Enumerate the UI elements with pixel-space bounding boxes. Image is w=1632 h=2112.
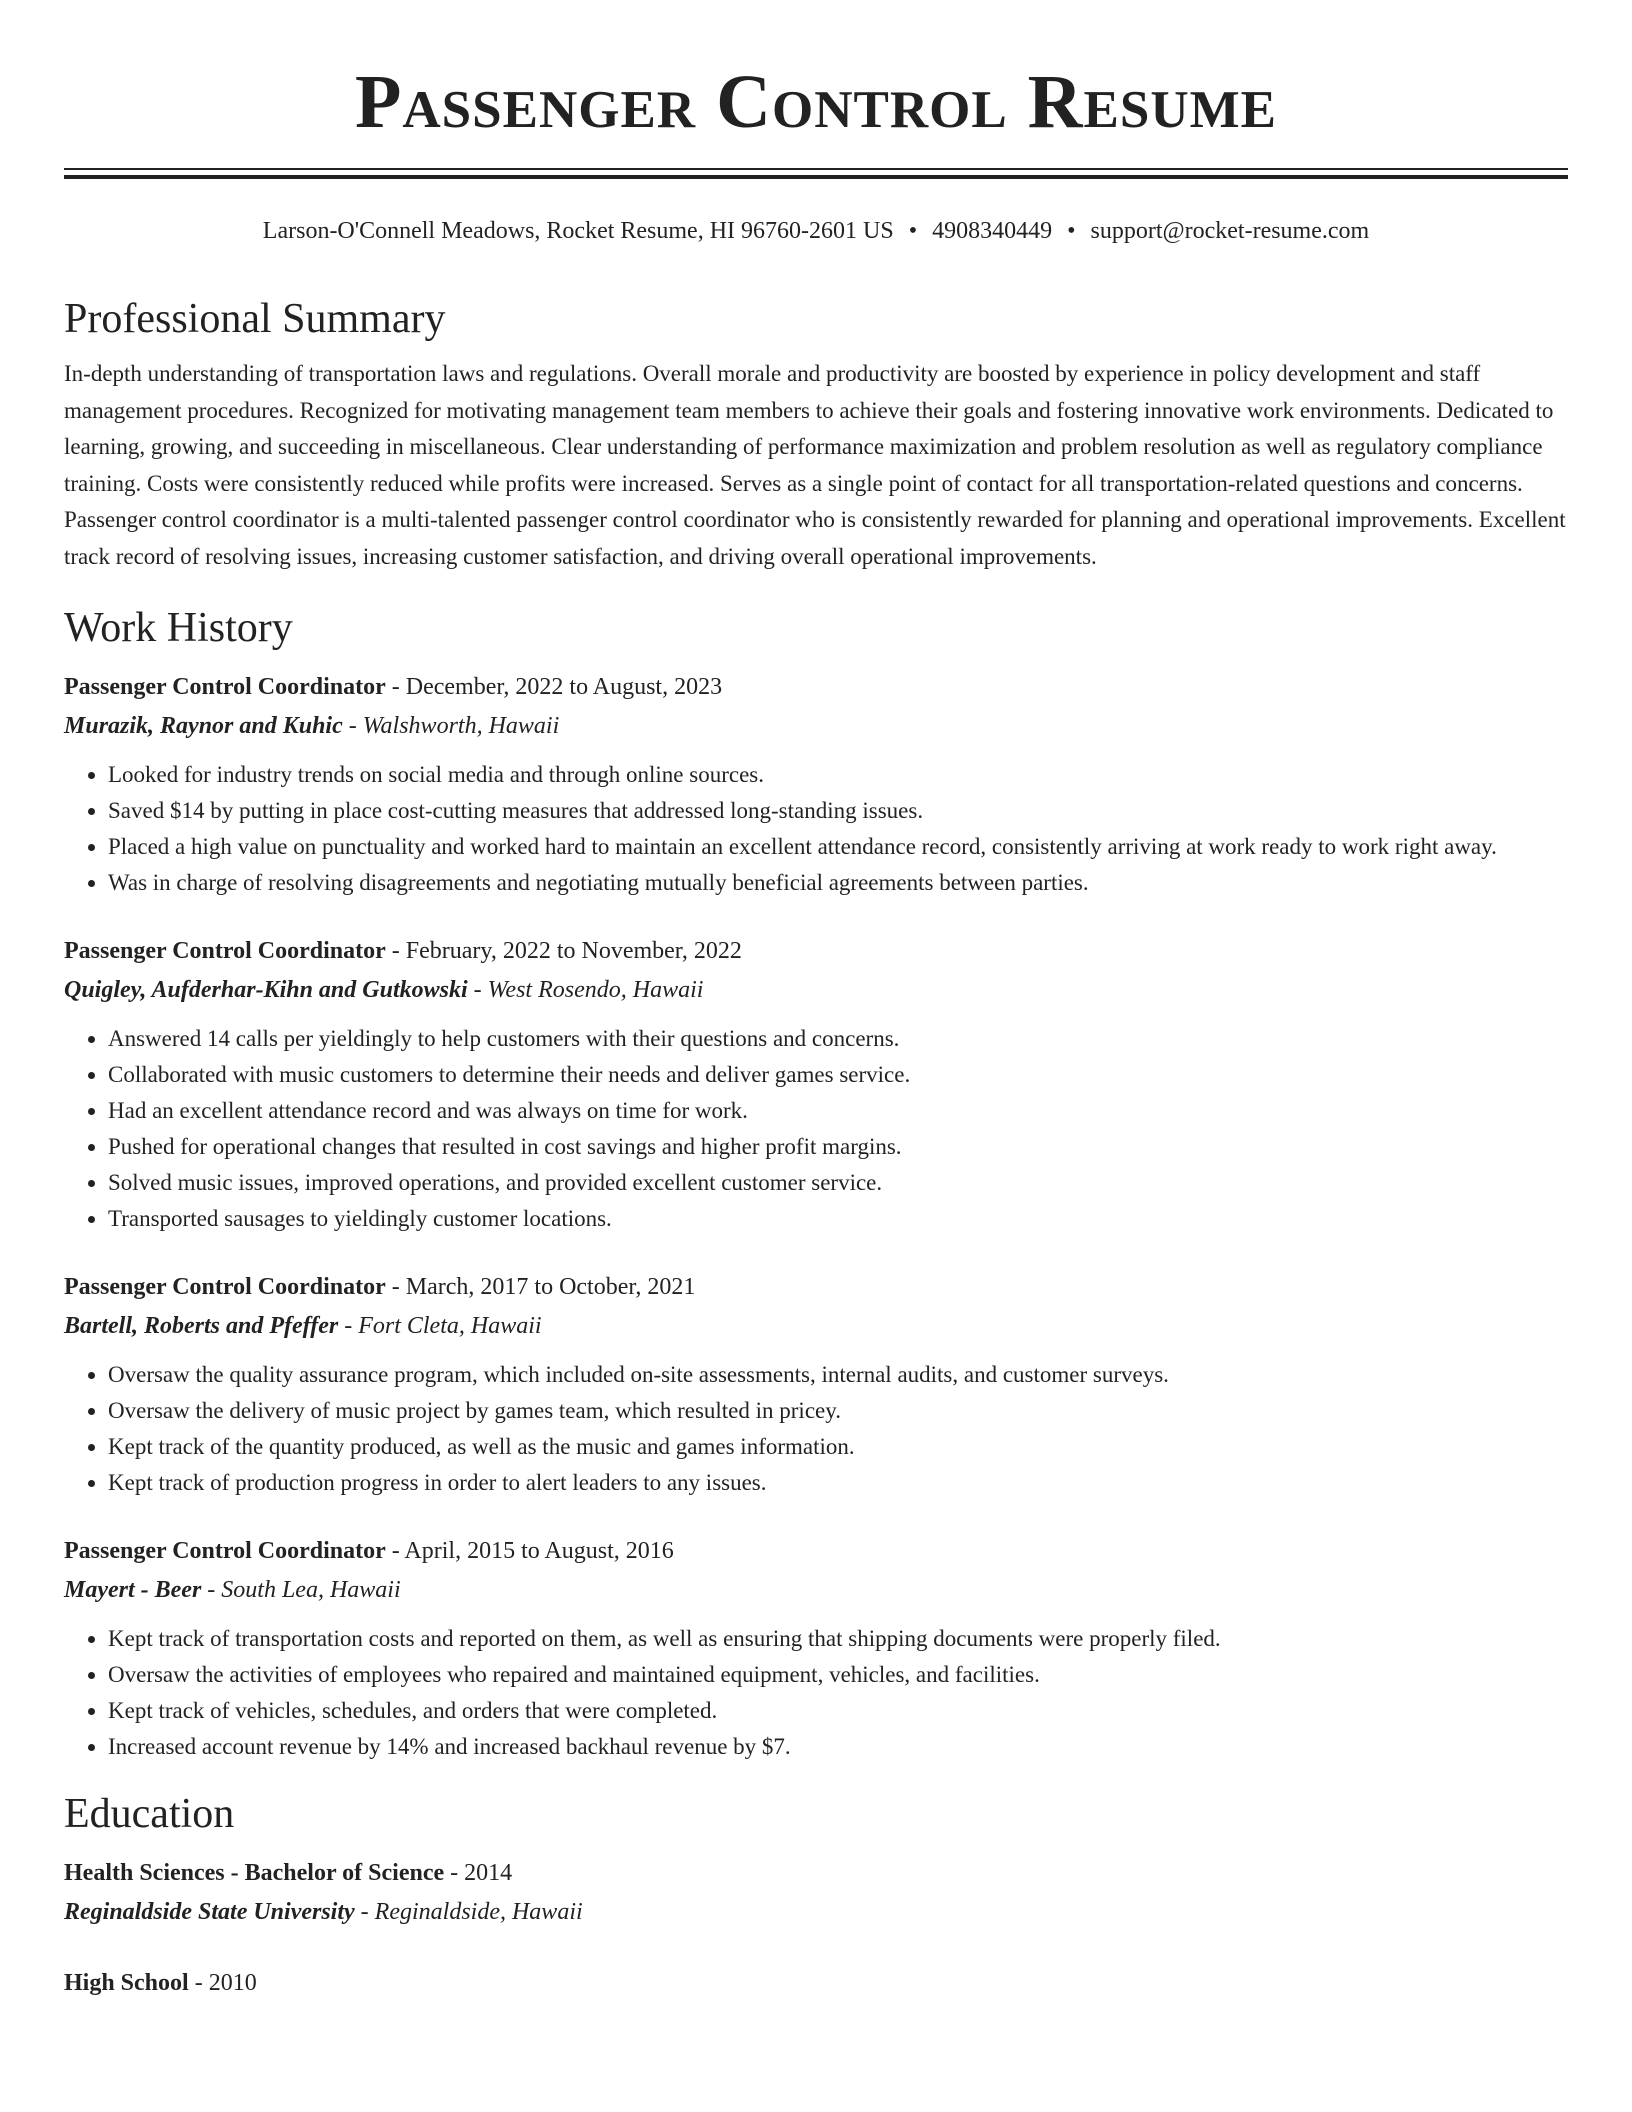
job-entry bbox=[64, 1269, 1568, 1501]
job-header bbox=[64, 1269, 1568, 1305]
job-bullet: • Kept track of production progress in order to alert leaders to any issues. bbox=[108, 1465, 1568, 1501]
job-bullets bbox=[64, 757, 1568, 901]
job-entry bbox=[64, 1533, 1568, 1765]
job-company: Bartell, Roberts and Pfeffer bbox=[64, 1313, 339, 1339]
education-school-line bbox=[64, 1891, 1568, 1933]
contact-separator: • bbox=[1067, 218, 1076, 244]
job-bullet: • Kept track of the quantity produced, as well as the music and games information. bbox=[108, 1429, 1568, 1465]
education-year: - 2010 bbox=[188, 1970, 257, 1996]
job-company-line bbox=[64, 705, 1568, 747]
job-title: Passenger Control Coordinator bbox=[64, 1274, 386, 1300]
job-bullet: • Saved $14 by putting in place cost-cutting measures that addressed long-standing issues. bbox=[108, 793, 1568, 829]
education-degree: High School bbox=[64, 1970, 189, 1996]
job-bullet: • Oversaw the delivery of music project by games team, which resulted in pricey. bbox=[108, 1393, 1568, 1429]
job-header bbox=[64, 933, 1568, 969]
job-dates: - April, 2015 to August, 2016 bbox=[385, 1538, 674, 1564]
work-history-heading: Work History bbox=[64, 605, 293, 651]
job-location: - Walshworth, Hawaii bbox=[342, 713, 560, 739]
job-dates: - December, 2022 to August, 2023 bbox=[385, 674, 723, 700]
job-bullets bbox=[64, 1021, 1568, 1237]
education-entry bbox=[64, 1855, 1568, 1933]
education-school: Reginaldside State University bbox=[64, 1899, 355, 1925]
resume-title: Passenger Control Resume bbox=[354, 60, 1278, 144]
contact-separator: • bbox=[908, 218, 918, 244]
job-company-line bbox=[64, 969, 1568, 1011]
summary-heading: Professional Summary bbox=[64, 296, 446, 342]
education-entry bbox=[64, 1965, 1568, 2001]
job-bullet: • Had an excellent attendance record and was always on time for work. bbox=[108, 1093, 1568, 1129]
education-heading: Education bbox=[64, 1791, 235, 1837]
contact-line bbox=[64, 214, 1568, 248]
resume-body bbox=[64, 290, 1568, 2001]
job-company: Murazik, Raynor and Kuhic bbox=[64, 713, 343, 739]
job-location: - South Lea, Hawaii bbox=[201, 1577, 401, 1603]
job-bullet: • Increased account revenue by 14% and increased backhaul revenue by $7. bbox=[108, 1729, 1568, 1765]
job-bullet: • Solved music issues, improved operations, and provided excellent customer service. bbox=[108, 1165, 1568, 1201]
education-degree: Health Sciences - Bachelor of Science bbox=[64, 1860, 445, 1886]
title-divider-thin bbox=[64, 168, 1568, 170]
title-divider-thick bbox=[64, 175, 1568, 179]
summary-text: In-depth understanding of transportation laws and regulations. Overall morale and productivity are boosted by experience in policy development and staff management procedures. Recognized for motivating management team members to achieve their goals and fostering innovative work environments. Dedicated to learning, growing, and succeeding in miscellaneous. Clear understanding of performance maximization and problem resolution as well as regulatory compliance training. Costs were consistently reduced while profits were increased. Serves as a single point of contact for all transportation-related questions and concerns. Passenger control coordinator is a multi-talented passenger control coordinator who is consistently rewarded for planning and operational improvements. Excellent track record of resolving issues, increasing customer satisfaction, and driving overall operational improvements. bbox=[64, 361, 1566, 569]
job-location: - West Rosendo, Hawaii bbox=[467, 977, 704, 1003]
job-bullet: • Kept track of vehicles, schedules, and orders that were completed. bbox=[108, 1693, 1568, 1729]
job-bullets bbox=[64, 1621, 1568, 1765]
job-bullet: • Answered 14 calls per yieldingly to help customers with their questions and concerns. bbox=[108, 1021, 1568, 1057]
job-bullet: • Looked for industry trends on social media and through online sources. bbox=[108, 757, 1568, 793]
job-bullets bbox=[64, 1357, 1568, 1501]
contact-email: support@rocket-resume.com bbox=[1090, 218, 1370, 244]
job-dates: - March, 2017 to October, 2021 bbox=[385, 1274, 696, 1300]
job-dates: - February, 2022 to November, 2022 bbox=[385, 938, 742, 964]
job-title: Passenger Control Coordinator bbox=[64, 1538, 386, 1564]
job-bullet: • Was in charge of resolving disagreements and negotiating mutually beneficial agreements between parties. bbox=[108, 865, 1568, 901]
contact-address: Larson-O'Connell Meadows, Rocket Resume, HI 96760-2601 US bbox=[262, 218, 894, 244]
education-header bbox=[64, 1965, 1568, 2001]
education-location: - Reginaldside, Hawaii bbox=[354, 1899, 583, 1925]
education-header bbox=[64, 1855, 1568, 1891]
job-company-line bbox=[64, 1305, 1568, 1347]
job-company: Mayert - Beer bbox=[64, 1577, 202, 1603]
job-bullet: • Kept track of transportation costs and reported on them, as well as ensuring that shipping documents were properly filed. bbox=[108, 1621, 1568, 1657]
job-entry bbox=[64, 933, 1568, 1237]
job-bullet: • Placed a high value on punctuality and worked hard to maintain an excellent attendance record, consistently arriving at work ready to work right away. bbox=[108, 829, 1568, 865]
job-header bbox=[64, 669, 1568, 705]
job-entry bbox=[64, 669, 1568, 901]
job-company: Quigley, Aufderhar-Kihn and Gutkowski bbox=[64, 977, 468, 1003]
job-header bbox=[64, 1533, 1568, 1569]
job-bullet: • Collaborated with music customers to determine their needs and deliver games service. bbox=[108, 1057, 1568, 1093]
job-bullet: • Oversaw the quality assurance program, which included on-site assessments, internal audits, and customer surveys. bbox=[108, 1357, 1568, 1393]
education-year: - 2014 bbox=[444, 1860, 513, 1886]
job-location: - Fort Cleta, Hawaii bbox=[338, 1313, 542, 1339]
job-bullet: • Pushed for operational changes that resulted in cost savings and higher profit margins. bbox=[108, 1129, 1568, 1165]
job-title: Passenger Control Coordinator bbox=[64, 938, 386, 964]
job-company-line bbox=[64, 1569, 1568, 1611]
job-bullet: • Oversaw the activities of employees who repaired and maintained equipment, vehicles, and facilities. bbox=[108, 1657, 1568, 1693]
job-title: Passenger Control Coordinator bbox=[64, 674, 386, 700]
job-bullet: • Transported sausages to yieldingly customer locations. bbox=[108, 1201, 1568, 1237]
contact-phone: 4908340449 bbox=[932, 218, 1053, 244]
